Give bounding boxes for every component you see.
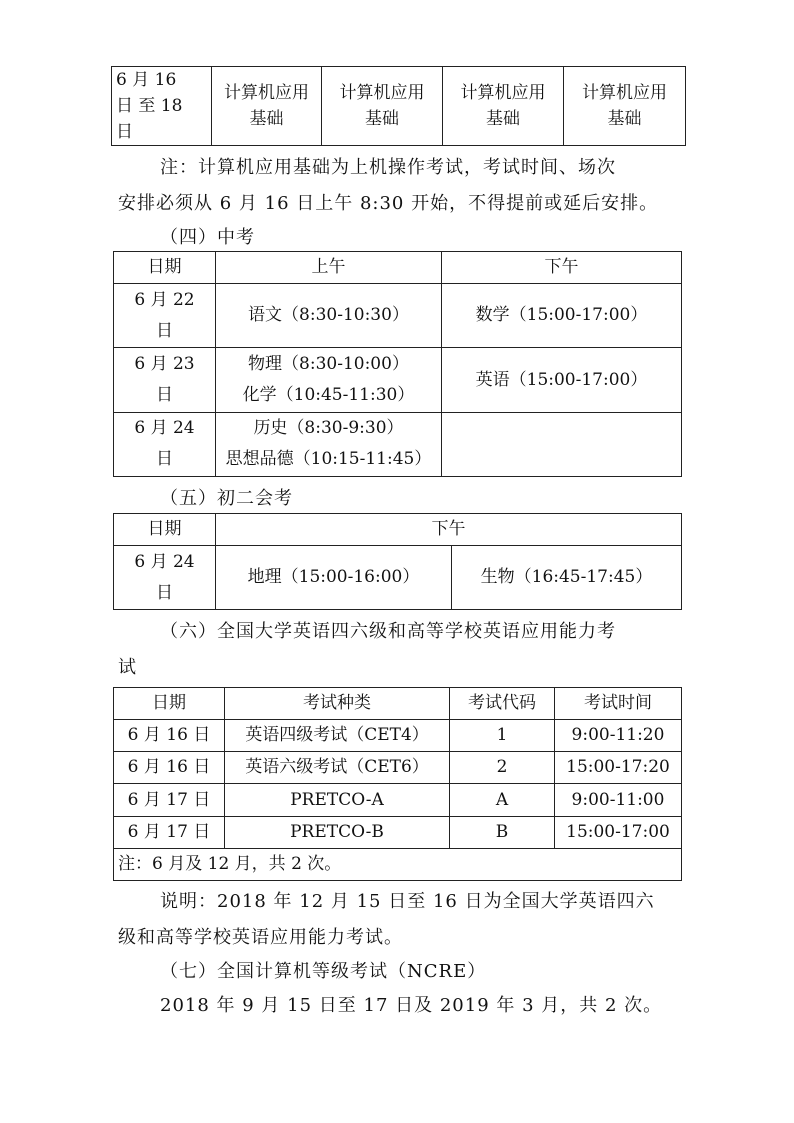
table-row (114, 816, 682, 848)
date-cell (114, 348, 216, 412)
section-heading: 试 (118, 657, 137, 678)
afternoon-cell: 英语（15:00-17:00） (442, 348, 682, 412)
table-note: 注：6 月及 12 月，共 2 次。 (114, 848, 682, 880)
column-header: 考试种类 (225, 688, 450, 720)
date-line: 6 月 23 (134, 354, 195, 375)
table-header-row (114, 514, 682, 546)
exam-type-cell: 英语四级考试（CET4） (225, 720, 450, 752)
exam-cell: 生物（16:45-17:45） (452, 546, 682, 610)
column-header: 日期 (114, 252, 216, 284)
exam-code-cell: A (450, 784, 555, 816)
cet-table (113, 687, 682, 881)
table-header-row (114, 688, 682, 720)
exam-code-cell: B (450, 816, 555, 848)
date-line: 6 月 22 (134, 289, 195, 310)
exam-code-cell: 2 (450, 752, 555, 784)
date-line: 6 月 24 (134, 418, 195, 439)
column-header: 下午 (442, 252, 682, 284)
date-line: 日 (156, 449, 173, 470)
date-cell: 6 月 16 日 (114, 752, 225, 784)
note-paragraph-line: 安排必须从 6 月 16 日上午 8:30 开始，不得提前或延后安排。 (118, 193, 659, 214)
exam-line: 思想品德（10:15-11:45） (225, 449, 432, 470)
column-header: 下午 (216, 514, 682, 546)
subject-cell (212, 67, 322, 146)
morning-cell: 语文（8:30-10:30） (216, 284, 442, 348)
date-cell: 6 月 17 日 (114, 784, 225, 816)
exam-line: 物理（8:30-10:00） (248, 354, 409, 375)
subject-cell (564, 67, 686, 146)
date-cell: 6 月 16 日 (114, 720, 225, 752)
date-cell (114, 546, 216, 610)
section-heading: （五）初二会考 (160, 488, 293, 509)
explanation-line: 级和高等学校英语应用能力考试。 (118, 927, 403, 948)
column-header: 考试时间 (555, 688, 682, 720)
exam-time-cell: 15:00-17:00 (555, 816, 682, 848)
column-header: 上午 (216, 252, 442, 284)
subject-label: 基础 (486, 109, 520, 129)
table-row (112, 67, 686, 146)
subject-cell (443, 67, 564, 146)
exam-time-cell: 9:00-11:20 (555, 720, 682, 752)
date-line: 日 (116, 122, 133, 142)
date-line: 6 月 24 (134, 551, 195, 572)
section-heading: （六）全国大学英语四六级和高等学校英语应用能力考 (160, 621, 616, 642)
table-row (114, 752, 682, 784)
date-line: 日 至 18 (116, 96, 183, 116)
subject-label: 基础 (607, 109, 642, 129)
date-cell: 6 月 17 日 (114, 816, 225, 848)
date-line: 日 (156, 320, 173, 341)
date-line: 日 (156, 385, 173, 406)
table-row (114, 348, 682, 412)
note-paragraph-line: 注：计算机应用基础为上机操作考试，考试时间、场次 (160, 157, 616, 178)
subject-label: 计算机应用 (460, 83, 546, 103)
section-heading: （四）中考 (160, 227, 255, 248)
subject-label: 基础 (365, 109, 399, 129)
afternoon-cell (442, 412, 682, 476)
exam-time-cell: 9:00-11:00 (555, 784, 682, 816)
table-row (114, 546, 682, 610)
exam-type-cell: 英语六级考试（CET6） (225, 752, 450, 784)
morning-cell (216, 348, 442, 412)
table-footer-row (114, 848, 682, 880)
explanation-line: 说明：2018 年 12 月 15 日至 16 日为全国大学英语四六 (160, 891, 655, 912)
date-cell (114, 284, 216, 348)
table-header-row (114, 252, 682, 284)
computer-basics-table (111, 66, 686, 146)
subject-cell (322, 67, 443, 146)
grade-two-exam-table (113, 513, 682, 610)
exam-type-cell: PRETCO-B (225, 816, 450, 848)
schedule-line: 2018 年 9 月 15 日至 17 日及 2019 年 3 月，共 2 次。 (160, 995, 663, 1016)
table-row (114, 284, 682, 348)
exam-cell: 地理（15:00-16:00） (216, 546, 452, 610)
date-line: 6 月 16 (116, 70, 177, 90)
subject-label: 计算机应用 (224, 83, 309, 103)
subject-label: 计算机应用 (339, 83, 425, 103)
table-row (114, 720, 682, 752)
date-line: 日 (156, 582, 173, 603)
afternoon-cell: 数学（15:00-17:00） (442, 284, 682, 348)
zhongkao-table (113, 251, 682, 477)
exam-code-cell: 1 (450, 720, 555, 752)
date-cell (114, 412, 216, 476)
exam-type-cell: PRETCO-A (225, 784, 450, 816)
exam-line: 化学（10:45-11:30） (242, 385, 415, 406)
column-header: 日期 (114, 514, 216, 546)
exam-time-cell: 15:00-17:20 (555, 752, 682, 784)
table-row (114, 412, 682, 476)
subject-label: 基础 (249, 109, 284, 129)
date-cell (112, 67, 212, 146)
column-header: 日期 (114, 688, 225, 720)
table-row (114, 784, 682, 816)
subject-label: 计算机应用 (582, 83, 667, 103)
section-heading: （七）全国计算机等级考试（NCRE） (160, 961, 487, 982)
column-header: 考试代码 (450, 688, 555, 720)
exam-line: 历史（8:30-9:30） (253, 418, 404, 439)
morning-cell (216, 412, 442, 476)
